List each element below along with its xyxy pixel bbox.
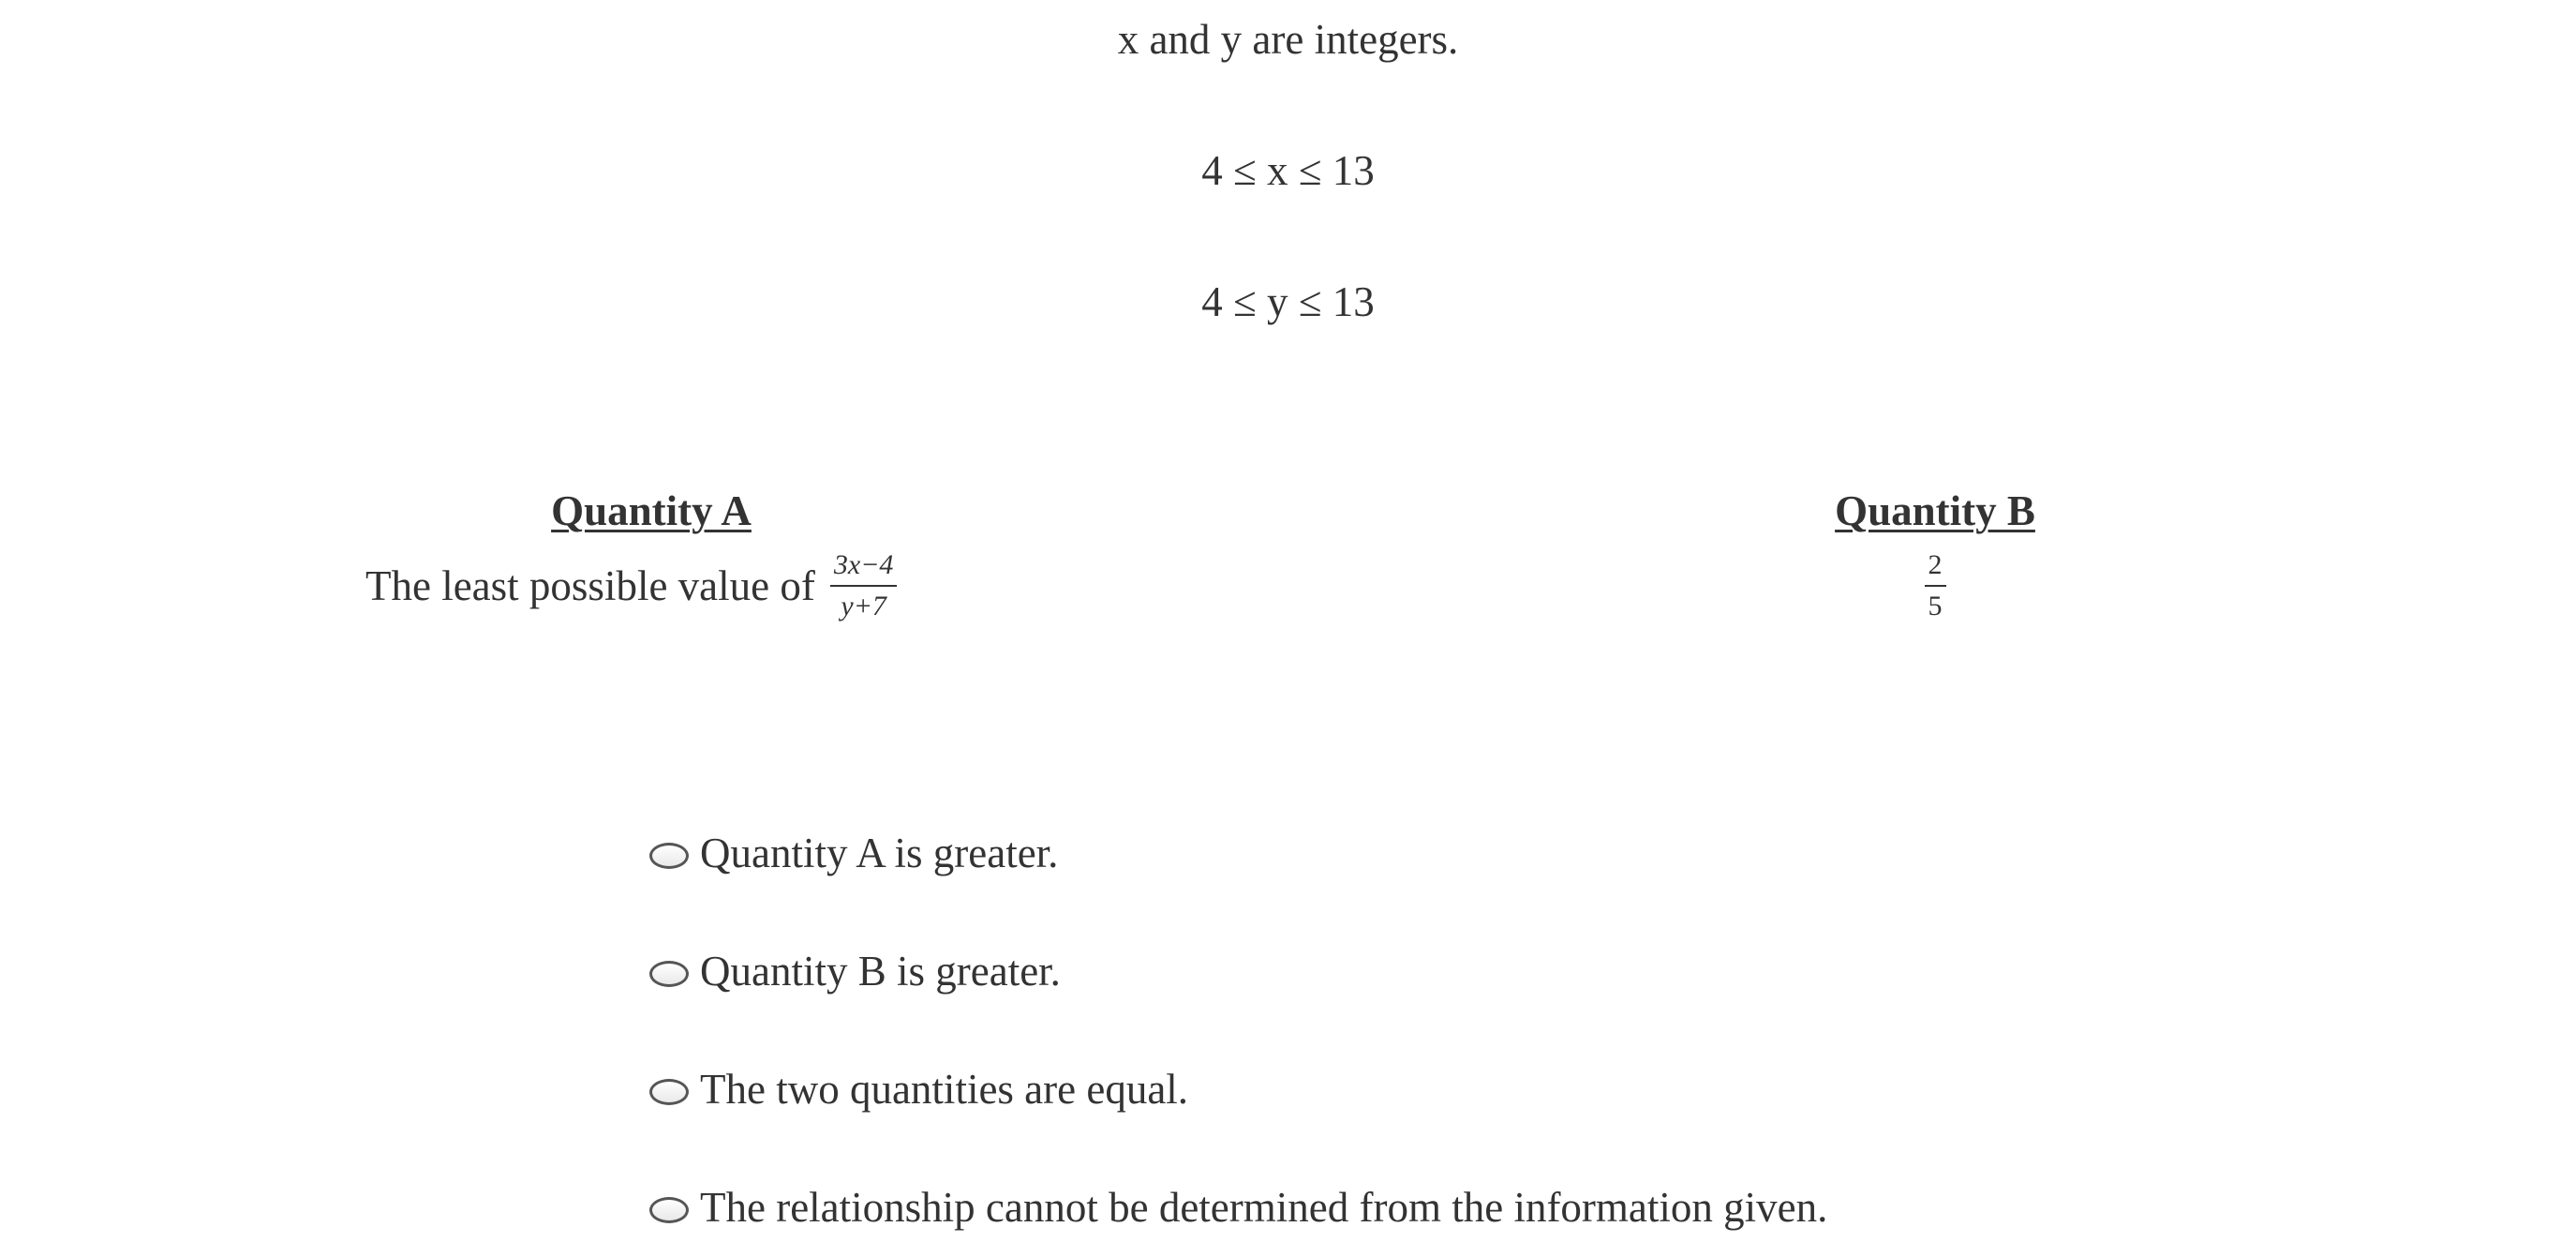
- quantity-b-fraction: [1925, 548, 1946, 623]
- radio-button[interactable]: [649, 961, 689, 987]
- quantity-a-text: The least possible value of: [365, 562, 815, 609]
- given-constraint-y: 4 ≤ y ≤ 13: [1201, 278, 1375, 325]
- quantity-a-fraction: [830, 548, 898, 623]
- answer-option-cannot-determine[interactable]: [649, 1179, 1827, 1235]
- quantity-a-denominator: y+7: [841, 591, 886, 621]
- given-statement-integers: x and y are integers.: [1117, 16, 1459, 63]
- given-constraint-x: 4 ≤ x ≤ 13: [1201, 147, 1375, 194]
- answer-option-equal[interactable]: [649, 1061, 1188, 1117]
- answer-option-label: The two quantities are equal.: [700, 1066, 1189, 1113]
- radio-button[interactable]: [649, 843, 689, 869]
- quantity-b-heading: Quantity B: [1835, 487, 2035, 534]
- answer-option-a-greater[interactable]: [649, 825, 1058, 881]
- answer-option-b-greater[interactable]: [649, 943, 1061, 999]
- quantity-a-heading: Quantity A: [551, 487, 752, 534]
- answer-option-label: The relationship cannot be determined from the information given.: [700, 1184, 1828, 1231]
- quantity-a-value: [365, 544, 897, 628]
- radio-button[interactable]: [649, 1197, 689, 1223]
- quantity-a-numerator: 3x−4: [833, 549, 894, 580]
- answer-option-label: Quantity B is greater.: [700, 948, 1061, 995]
- quantity-b-denominator: 5: [1928, 591, 1943, 621]
- quantity-b-numerator: 2: [1928, 549, 1943, 580]
- radio-button[interactable]: [649, 1079, 689, 1105]
- quantity-b-value: [1827, 548, 2043, 623]
- answer-option-label: Quantity A is greater.: [700, 830, 1059, 876]
